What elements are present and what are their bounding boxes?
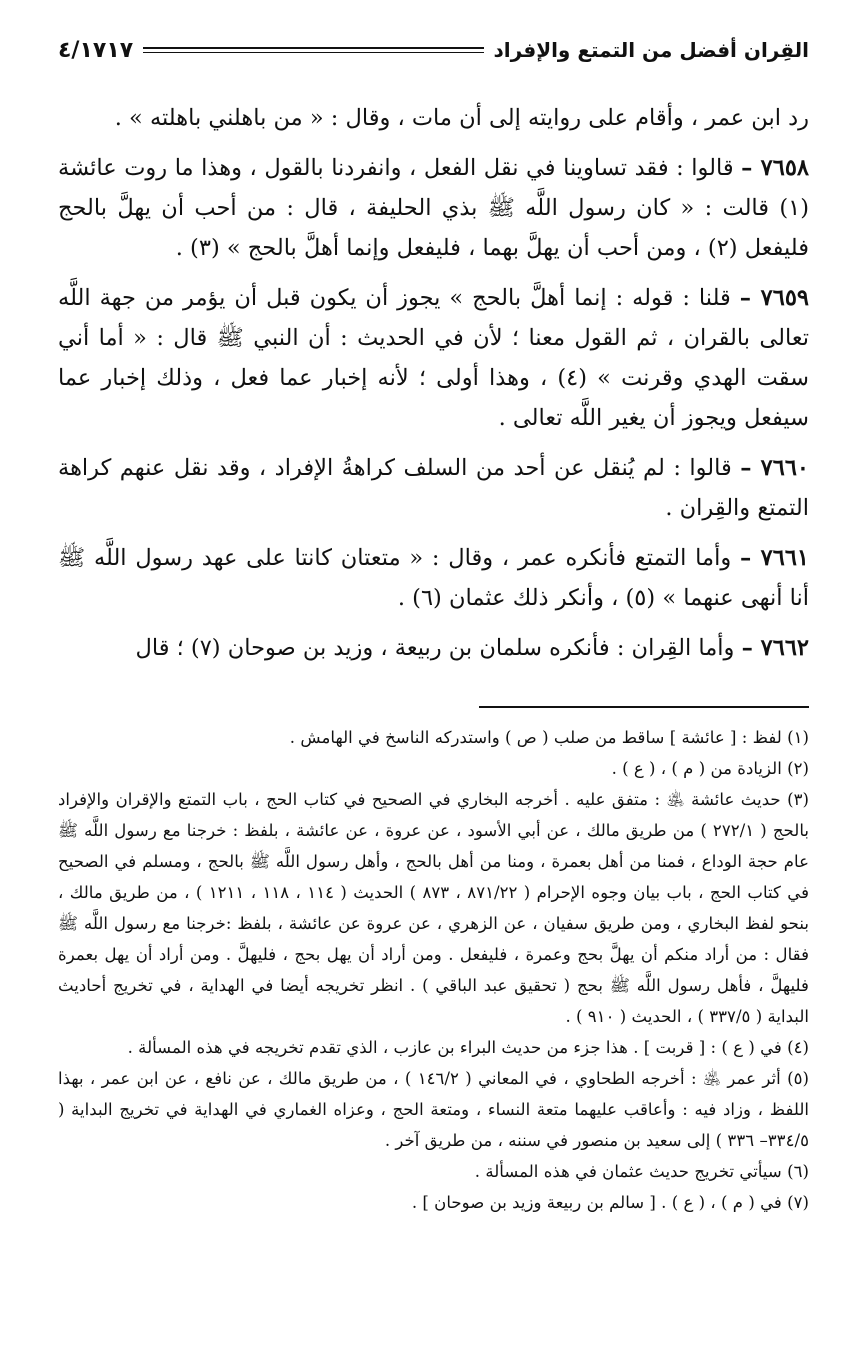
running-header-title: القِران أفضل من التمتع والإفراد (493, 38, 809, 62)
footnote: (٦) سيأتي تخريج حديث عثمان في هذه المسألة . (474, 1162, 809, 1181)
paragraph-text: وأما القِران : فأنكره سلمان بن ربيعة ، وزيد بن صوحان (٧) ؛ قال (135, 635, 735, 661)
header-rule (143, 47, 483, 53)
paragraph (58, 148, 809, 268)
paragraph (58, 98, 809, 138)
paragraph-text: رد ابن عمر ، وأقام على روايته إلى أن مات ، وقال : « من باهلني باهلته » . (114, 105, 809, 131)
footnote: (١) لفظ : [ عائشة ] ساقط من صلب ( ص ) واستدركه الناسخ في الهامش . (289, 728, 809, 747)
paragraph (58, 538, 809, 618)
paragraph (58, 278, 809, 438)
paragraph (58, 448, 809, 528)
footnote-separator (479, 706, 809, 708)
running-header (58, 30, 809, 70)
paragraph-number: ٧٦٦١ – (739, 545, 809, 571)
footnote: (٥) أثر عمر ﵁ : أخرجه الطحاوي ، في المعاني ( ١٤٦/٢ ) ، من طريق مالك ، عن نافع ، عن ابن عمر ، بهذا اللفظ ، وزاد فيه : وأعاقب عليهما متعة النساء ، ومتعة الحج ، وعزاه الغماري في الهداية في تخريج البداية ( ٣٣٤/٥– ٣٣٦ ) إلى سعيد بن منصور في سننه ، من طريق آخر . (58, 1069, 809, 1150)
paragraph-number: ٧٦٥٩ – (739, 285, 809, 311)
footnote: (٧) في ( م ) ، ( ع ) . [ سالم بن ربيعة وزيد بن صوحان ] . (411, 1193, 809, 1212)
main-text (58, 98, 809, 668)
footnote: (٢) الزيادة من ( م ) ، ( ع ) . (611, 759, 809, 778)
paragraph-text: قلنا : قوله : إنما أهلَّ بالحج » يجوز أن يكون قبل أن يؤمر من جهة اللَّه تعالى بالقران ، ثم القول معنا ؛ لأن في الحديث : أن النبي ﷺ قال : « أما أني سقت الهدي وقرنت » (٤) ، وهذا أولى ؛ لأنه إخبار عما فعل ، وذلك إخبار عما سيفعل ويجوز أن يغير اللَّه تعالى . (58, 285, 809, 431)
paragraph-text: قالوا : لم يُنقل عن أحد من السلف كراهةُ الإفراد ، وقد نقل عنهم كراهة التمتع والقِران . (58, 455, 809, 521)
paragraph-number: ٧٦٦٠ – (740, 455, 809, 481)
paragraph-text: قالوا : فقد تساوينا في نقل الفعل ، وانفردنا بالقول ، وهذا ما روت عائشة (١) قالت : « كان رسول اللَّه ﷺ بذي الحليفة ، قال : من أحب أن يهلَّ بالحج فليفعل (٢) ، ومن أحب أن يهلَّ بهما ، فليفعل وإنما أهلَّ بالحج » (٣) . (58, 155, 809, 261)
paragraph-number: ٧٦٥٨ – (741, 155, 809, 181)
footnote: (٣) حديث عائشة ﵁ : متفق عليه . أخرجه البخاري في الصحيح في كتاب الحج ، باب التمتع والإقران والإفراد بالحج ( ٢٧٢/١ ) من طريق مالك ، عن أبي الأسود ، عن عروة ، عن عائشة ، بلفظ : خرجنا مع رسول اللَّه ﷺ عام حجة الوداع ، فمنا من أهل بعمرة ، ومنا من أهل بالحج ، وأهل رسول اللَّه ﷺ بالحج ، ومسلم في الصحيح في كتاب الحج ، باب بيان وجوه الإحرام ( ٨٧١/٢٢ ، ٨٧٣ ) الحديث ( ١١٤ ، ١١٨ ، ١٢١١ ) ، من طريق مالك ، بنحو لفظ البخاري ، ومن طريق سفيان ، عن الزهري ، عن عروة عن عائشة ، بلفظ :خرجنا مع رسول اللَّه ﷺ فقال : من أراد منكم أن يهلَّ بحج وعمرة ، فليفعل . ومن أراد أن يهل بحج ، فليهلَّ . ومن أراد أن يهل بعمرة فليهلَّ ، فأهل رسول اللَّه ﷺ بحج ( تحقيق عبد الباقي ) . انظر تخريجه أيضا في الهداية ، في تخريج أحاديث البداية ( ٣٣٧/٥ ) ، الحديث ( ٩١٠ ) . (58, 790, 810, 1026)
paragraph-text: وأما التمتع فأنكره عمر ، وقال : « متعتان كانتا على عهد رسول اللَّه ﷺ أنا أنهى عنهما » (٥) ، وأنكر ذلك عثمان (٦) . (58, 545, 809, 611)
page-number: ٤/١٧١٧ (58, 37, 134, 63)
paragraph (58, 628, 809, 668)
footnotes (58, 722, 809, 1218)
footnote: (٤) في ( ع ) : [ قربت ] . هذا جزء من حديث البراء بن عازب ، الذي تقدم تخريجه في هذه المسألة . (127, 1038, 809, 1057)
paragraph-number: ٧٦٦٢ – (741, 635, 809, 661)
book-page (58, 30, 809, 1218)
